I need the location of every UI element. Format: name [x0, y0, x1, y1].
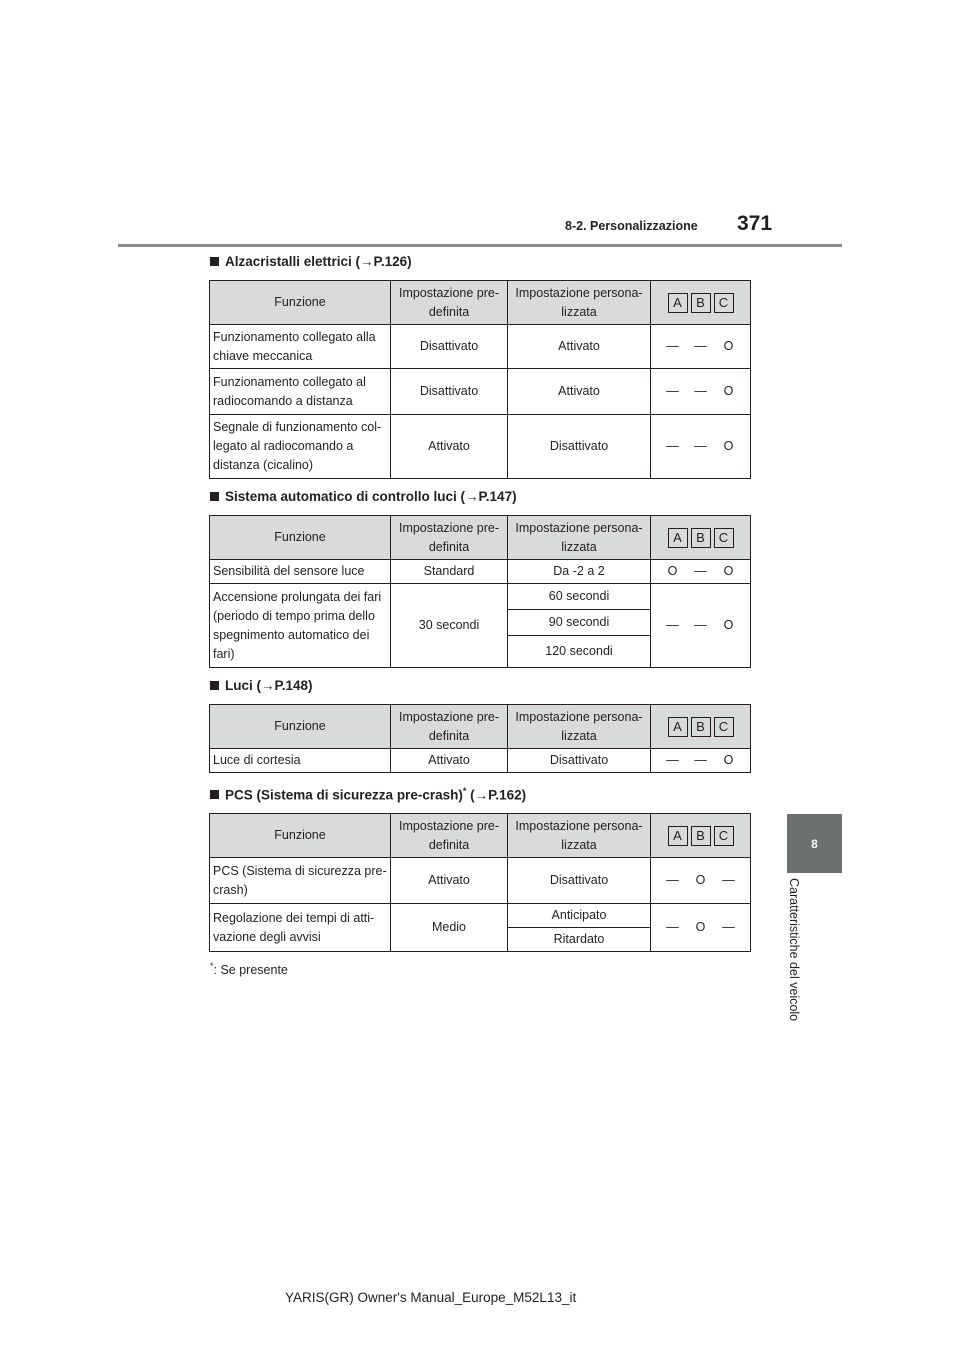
- table-row: PCS (Sistema di sicurezza pre-crash) Attivato Disattivato — O —: [210, 858, 751, 904]
- table-row: Ritardato: [210, 928, 751, 952]
- table-pcs: Funzione Impostazione pre-definita Impostazione persona-lizzata A B C PCS (Sistema di sicurezza pre-crash) Attivato Disattivato — O — Regolazione dei tempi di atti-vazione degli avvisi Medio Anticipato — O — Ritardato: [209, 813, 751, 952]
- table-row: Regolazione dei tempi di atti-vazione degli avvisi Medio Anticipato — O —: [210, 904, 751, 928]
- table-row: Segnale di funzionamento col-legato al radiocomando a distanza (cicalino) Attivato Disattivato — — O: [210, 415, 751, 479]
- table-row: Accensione prolungata dei fari (periodo di tempo prima dello spegnimento automatico dei fari) 30 secondi 60 secondi — — O: [210, 584, 751, 610]
- table-auto-light: Funzione Impostazione pre-definita Impostazione persona-lizzata A B C Sensibilità del sensore luce Standard Da -2 a 2 O — O Accensione prolungata dei fari (periodo di tempo prima dello spegnimento automatico dei fari) 30 secondi 60 secondi — — O 90 secondi 120 secondi: [209, 515, 751, 668]
- square-bullet-icon: [210, 257, 219, 266]
- section-title-power-windows: Alzacristalli elettrici (→P.126): [210, 254, 412, 269]
- square-bullet-icon: [210, 790, 219, 799]
- table-row: Luce di cortesia Attivato Disattivato — — O: [210, 749, 751, 773]
- chapter-title-vertical: [787, 878, 801, 1078]
- page-number: 371: [737, 212, 773, 235]
- square-bullet-icon: [210, 681, 219, 690]
- section-title-auto-light: Sistema automatico di controllo luci (→P.147): [210, 489, 517, 504]
- col-header-default: Impostazione pre-definita: [391, 281, 508, 325]
- chapter-tab: [787, 814, 842, 873]
- table-row: Sensibilità del sensore luce Standard Da -2 a 2 O — O: [210, 560, 751, 584]
- col-header-custom: Impostazione persona-lizzata: [508, 281, 651, 325]
- table-row: 90 secondi: [210, 610, 751, 636]
- chapter-title: Caratteristiche del veicolo: [787, 878, 801, 1022]
- table-row: Funzionamento collegato alla chiave meccanica Disattivato Attivato — — O: [210, 325, 751, 369]
- col-header-function: Funzione: [210, 281, 391, 325]
- table-row: 120 secondi: [210, 636, 751, 668]
- chapter-number: 8: [811, 836, 818, 851]
- section-title-pcs: PCS (Sistema di sicurezza pre-crash)* (→P.162): [210, 786, 526, 803]
- footer-manual-id: YARIS(GR) Owner's Manual_Europe_M52L13_it: [285, 1290, 577, 1305]
- table-power-windows: [209, 280, 751, 479]
- table-row: Funzionamento collegato al radiocomando a distanza Disattivato Attivato — — O: [210, 369, 751, 415]
- footnote: *: Se presente: [210, 961, 288, 978]
- square-bullet-icon: [210, 492, 219, 501]
- section-heading: 8-2. Personalizzazione: [565, 219, 698, 233]
- col-header-abc: A B C: [651, 281, 751, 325]
- section-title-lights: Luci (→P.148): [210, 678, 313, 693]
- table-lights: Funzione Impostazione pre-definita Impostazione persona-lizzata A B C Luce di cortesia Attivato Disattivato — — O: [209, 704, 751, 773]
- header-divider: [118, 244, 842, 247]
